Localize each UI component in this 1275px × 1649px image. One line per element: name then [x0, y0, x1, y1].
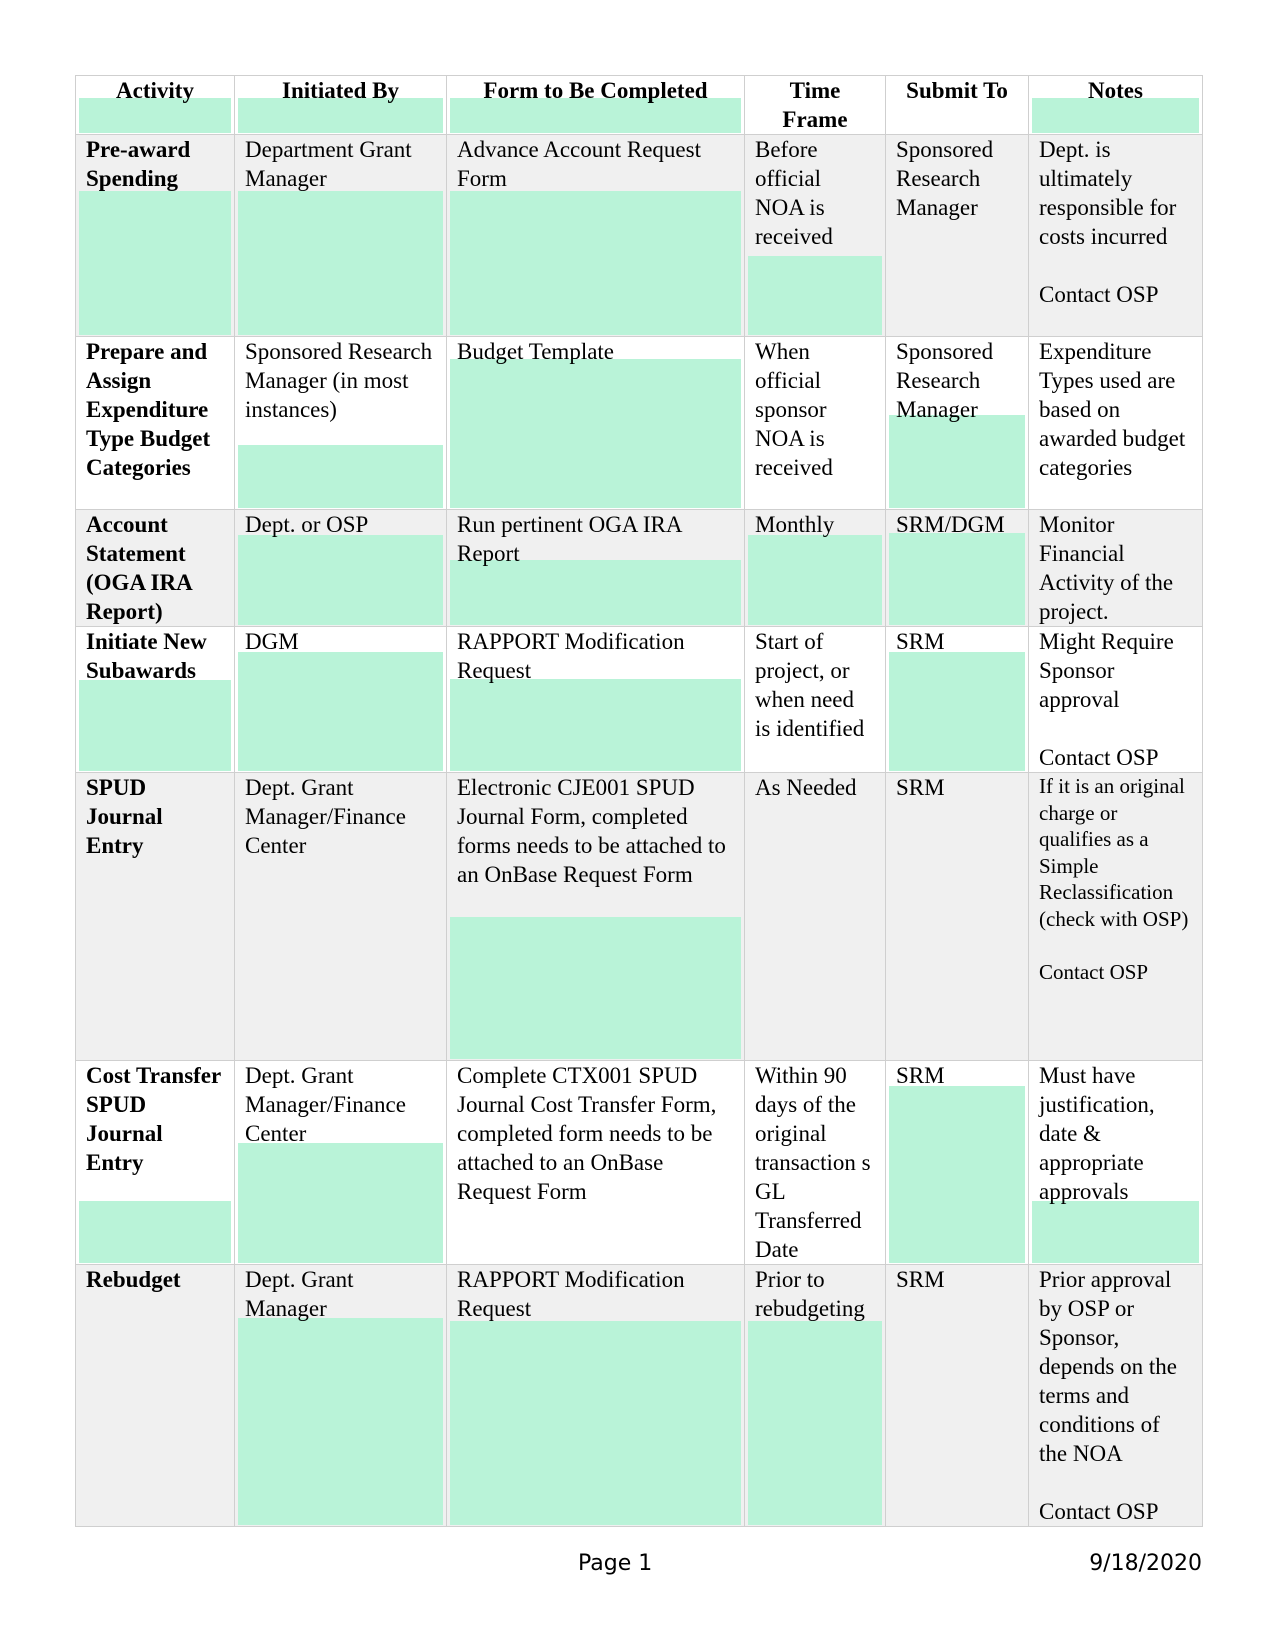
- cell-activity: Pre-award Spending: [76, 135, 235, 337]
- header-initiated-by: Initiated By: [235, 76, 447, 135]
- table-row: [76, 1265, 1203, 1527]
- cell-notes: If it is an original charge or qualifies as a Simple Reclassification (check with OSP) Contact OSP: [1029, 773, 1203, 1061]
- cell-activity: Account Statement (OGA IRA Report): [76, 510, 235, 627]
- cell-submit-to: SRM: [886, 773, 1029, 1061]
- table-row: [76, 135, 1203, 337]
- page-number: Page 1: [578, 1551, 653, 1576]
- cell-activity: Cost Transfer SPUD Journal Entry: [76, 1061, 235, 1265]
- cell-notes: Must have justification, date & appropriate approvals: [1029, 1061, 1203, 1265]
- cell-initiated-by: Sponsored Research Manager (in most instances): [235, 337, 447, 510]
- cell-time-frame: Within 90 days of the original transaction s GL Transferred Date: [745, 1061, 886, 1265]
- cell-activity: Initiate New Subawards: [76, 627, 235, 773]
- header-row: [76, 76, 1203, 135]
- cell-time-frame: Monthly: [745, 510, 886, 627]
- cell-activity: SPUD Journal Entry: [76, 773, 235, 1061]
- cell-time-frame: Start of project, or when need is identified: [745, 627, 886, 773]
- cell-initiated-by: Department Grant Manager: [235, 135, 447, 337]
- table-row: [76, 510, 1203, 627]
- cell-form: Advance Account Request Form: [447, 135, 745, 337]
- cell-initiated-by: Dept. Grant Manager: [235, 1265, 447, 1527]
- cell-initiated-by: Dept. or OSP: [235, 510, 447, 627]
- footer-date: 9/18/2020: [1089, 1551, 1202, 1576]
- table-row: [76, 773, 1203, 1061]
- cell-submit-to: SRM/DGM: [886, 510, 1029, 627]
- header-time-frame: Time Frame: [745, 76, 886, 135]
- cell-activity: Rebudget: [76, 1265, 235, 1527]
- cell-time-frame: As Needed: [745, 773, 886, 1061]
- header-form: Form to Be Completed: [447, 76, 745, 135]
- cell-notes: Expenditure Types used are based on awarded budget categories: [1029, 337, 1203, 510]
- cell-notes: Prior approval by OSP or Sponsor, depends on the terms and conditions of the NOA Contact OSP: [1029, 1265, 1203, 1527]
- table-row: [76, 627, 1203, 773]
- cell-initiated-by: Dept. Grant Manager/Finance Center: [235, 1061, 447, 1265]
- cell-form: RAPPORT Modification Request: [447, 627, 745, 773]
- cell-submit-to: SRM: [886, 1061, 1029, 1265]
- process-table: [75, 75, 1203, 1527]
- cell-notes: Monitor Financial Activity of the project.: [1029, 510, 1203, 627]
- cell-form: RAPPORT Modification Request: [447, 1265, 745, 1527]
- cell-initiated-by: Dept. Grant Manager/Finance Center: [235, 773, 447, 1061]
- cell-form: Run pertinent OGA IRA Report: [447, 510, 745, 627]
- table-row: [76, 337, 1203, 510]
- cell-submit-to: SRM: [886, 627, 1029, 773]
- cell-activity: Prepare and Assign Expenditure Type Budget Categories: [76, 337, 235, 510]
- header-activity: Activity: [76, 76, 235, 135]
- cell-time-frame: Before official NOA is received: [745, 135, 886, 337]
- cell-time-frame: Prior to rebudgeting: [745, 1265, 886, 1527]
- cell-submit-to: SRM: [886, 1265, 1029, 1527]
- cell-submit-to: Sponsored Research Manager: [886, 135, 1029, 337]
- cell-form: Complete CTX001 SPUD Journal Cost Transfer Form, completed form needs to be attached to an OnBase Request Form: [447, 1061, 745, 1265]
- cell-notes: Might Require Sponsor approval Contact OSP: [1029, 627, 1203, 773]
- cell-submit-to: Sponsored Research Manager: [886, 337, 1029, 510]
- cell-notes: Dept. is ultimately responsible for costs incurred Contact OSP: [1029, 135, 1203, 337]
- cell-initiated-by: DGM: [235, 627, 447, 773]
- header-notes: Notes: [1029, 76, 1203, 135]
- cell-form: Budget Template: [447, 337, 745, 510]
- cell-form: Electronic CJE001 SPUD Journal Form, completed forms needs to be attached to an OnBase Request Form: [447, 773, 745, 1061]
- table-row: [76, 1061, 1203, 1265]
- cell-time-frame: When official sponsor NOA is received: [745, 337, 886, 510]
- header-submit-to: Submit To: [886, 76, 1029, 135]
